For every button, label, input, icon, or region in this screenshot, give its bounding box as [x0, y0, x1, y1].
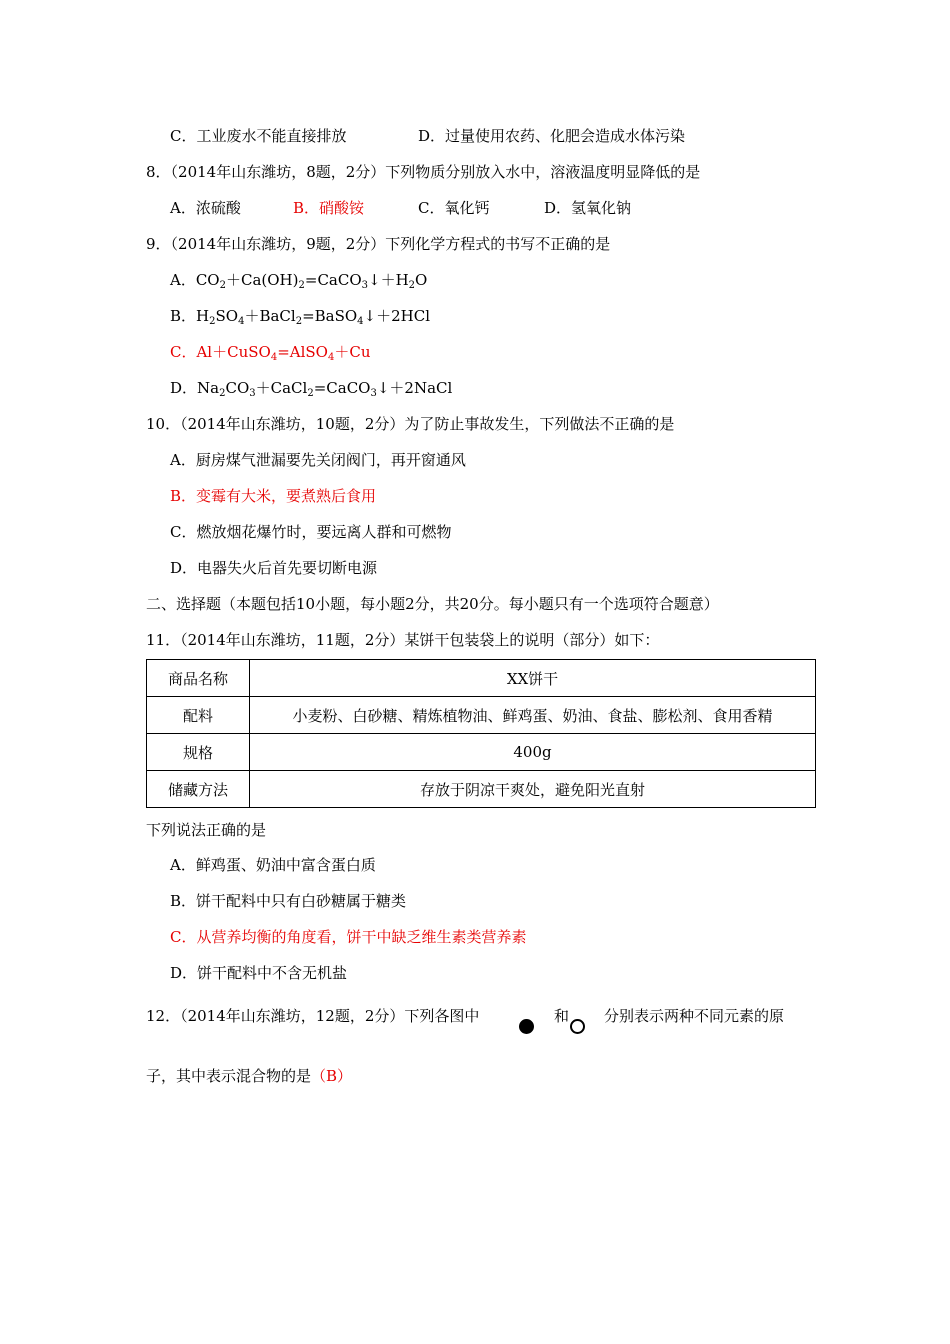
q12-stem-line2 — [146, 1066, 352, 1086]
table-value: 存放于阴凉干爽处，避免阳光直射 — [250, 771, 816, 808]
table-key: 储藏方法 — [147, 771, 250, 808]
q11-option-b: B．饼干配料中只有白砂糖属于糖类 — [170, 892, 407, 910]
q8-option-c: C．氧化钙 — [418, 199, 490, 217]
table-value: 小麦粉、白砂糖、精炼植物油、鲜鸡蛋、奶油、食盐、膨松剂、食用香精 — [250, 697, 816, 734]
q8-stem: 8．（2014年山东潍坊，8题，2分）下列物质分别放入水中，溶液温度明显降低的是 — [146, 163, 701, 181]
table-key: 配料 — [147, 697, 250, 734]
table-key: 商品名称 — [147, 660, 250, 697]
q12-stem-and: 和 — [554, 1007, 570, 1025]
q12-stem-part2: 分别表示两种不同元素的原 — [604, 1007, 785, 1025]
table-row — [147, 734, 816, 771]
table-row — [147, 697, 816, 734]
q8-option-a: A．浓硫酸 — [170, 199, 241, 217]
table-value: 400g — [250, 734, 816, 771]
q11-option-d: D．饼干配料中不含无机盐 — [170, 964, 348, 982]
q7-option-d: D．过量使用农药、化肥会造成水体污染 — [418, 127, 686, 145]
q10-option-c: C．燃放烟花爆竹时，要远离人群和可燃物 — [170, 523, 452, 541]
table-value: XX饼干 — [250, 660, 816, 697]
q11-option-c: C．从营养均衡的角度看，饼干中缺乏维生素类营养素 — [170, 928, 527, 946]
q10-option-d: D．电器失火后首先要切断电源 — [170, 559, 378, 577]
q11-option-a: A．鲜鸡蛋、奶油中富含蛋白质 — [170, 856, 376, 874]
table-row — [147, 660, 816, 697]
q8-option-b: B．硝酸铵 — [293, 199, 365, 217]
section-heading: 二、选择题（本题包括10小题，每小题2分，共20分。每小题只有一个选项符合题意） — [146, 595, 719, 613]
black-atom-icon — [519, 1019, 534, 1034]
q11-stem: 11．（2014年山东潍坊，11题，2分）某饼干包装袋上的说明（部分）如下： — [146, 631, 660, 649]
q11-after-table: 下列说法正确的是 — [146, 821, 267, 839]
q10-stem: 10．（2014年山东潍坊，10题，2分）为了防止事故发生，下列做法不正确的是 — [146, 415, 675, 433]
q9-stem: 9．（2014年山东潍坊，9题，2分）下列化学方程式的书写不正确的是 — [146, 235, 611, 253]
q7-option-c: C．工业废水不能直接排放 — [170, 127, 347, 145]
product-info-table — [146, 659, 816, 808]
q10-option-a: A．厨房煤气泄漏要先关闭阀门，再开窗通风 — [170, 451, 466, 469]
q12-line2-text: 子，其中表示混合物的是 — [146, 1067, 312, 1085]
q12-stem-part1: 12．（2014年山东潍坊，12题，2分）下列各图中 — [146, 1007, 480, 1025]
white-atom-icon — [570, 1019, 585, 1034]
q10-option-b: B．变霉有大米，要煮熟后食用 — [170, 487, 377, 505]
table-key: 规格 — [147, 734, 250, 771]
q9-option-b: B．$H_2SO_4+BaCl_2=BaSO_4↓+2HCl$ — [170, 307, 431, 327]
q8-option-d: D．氢氧化钠 — [544, 199, 632, 217]
q9-option-a: A．$CO_2+Ca(OH)_2=CaCO_3↓+H_2O$ — [170, 271, 428, 291]
table-row — [147, 771, 816, 808]
q9-option-d: D．$Na_2CO_3+CaCl_2=CaCO_3↓+2NaCl$ — [170, 379, 453, 399]
q12-answer: （B） — [311, 1067, 353, 1085]
q9-option-c: C．Al＋CuSO$_4$=AlSO$_4$＋Cu — [170, 343, 371, 363]
